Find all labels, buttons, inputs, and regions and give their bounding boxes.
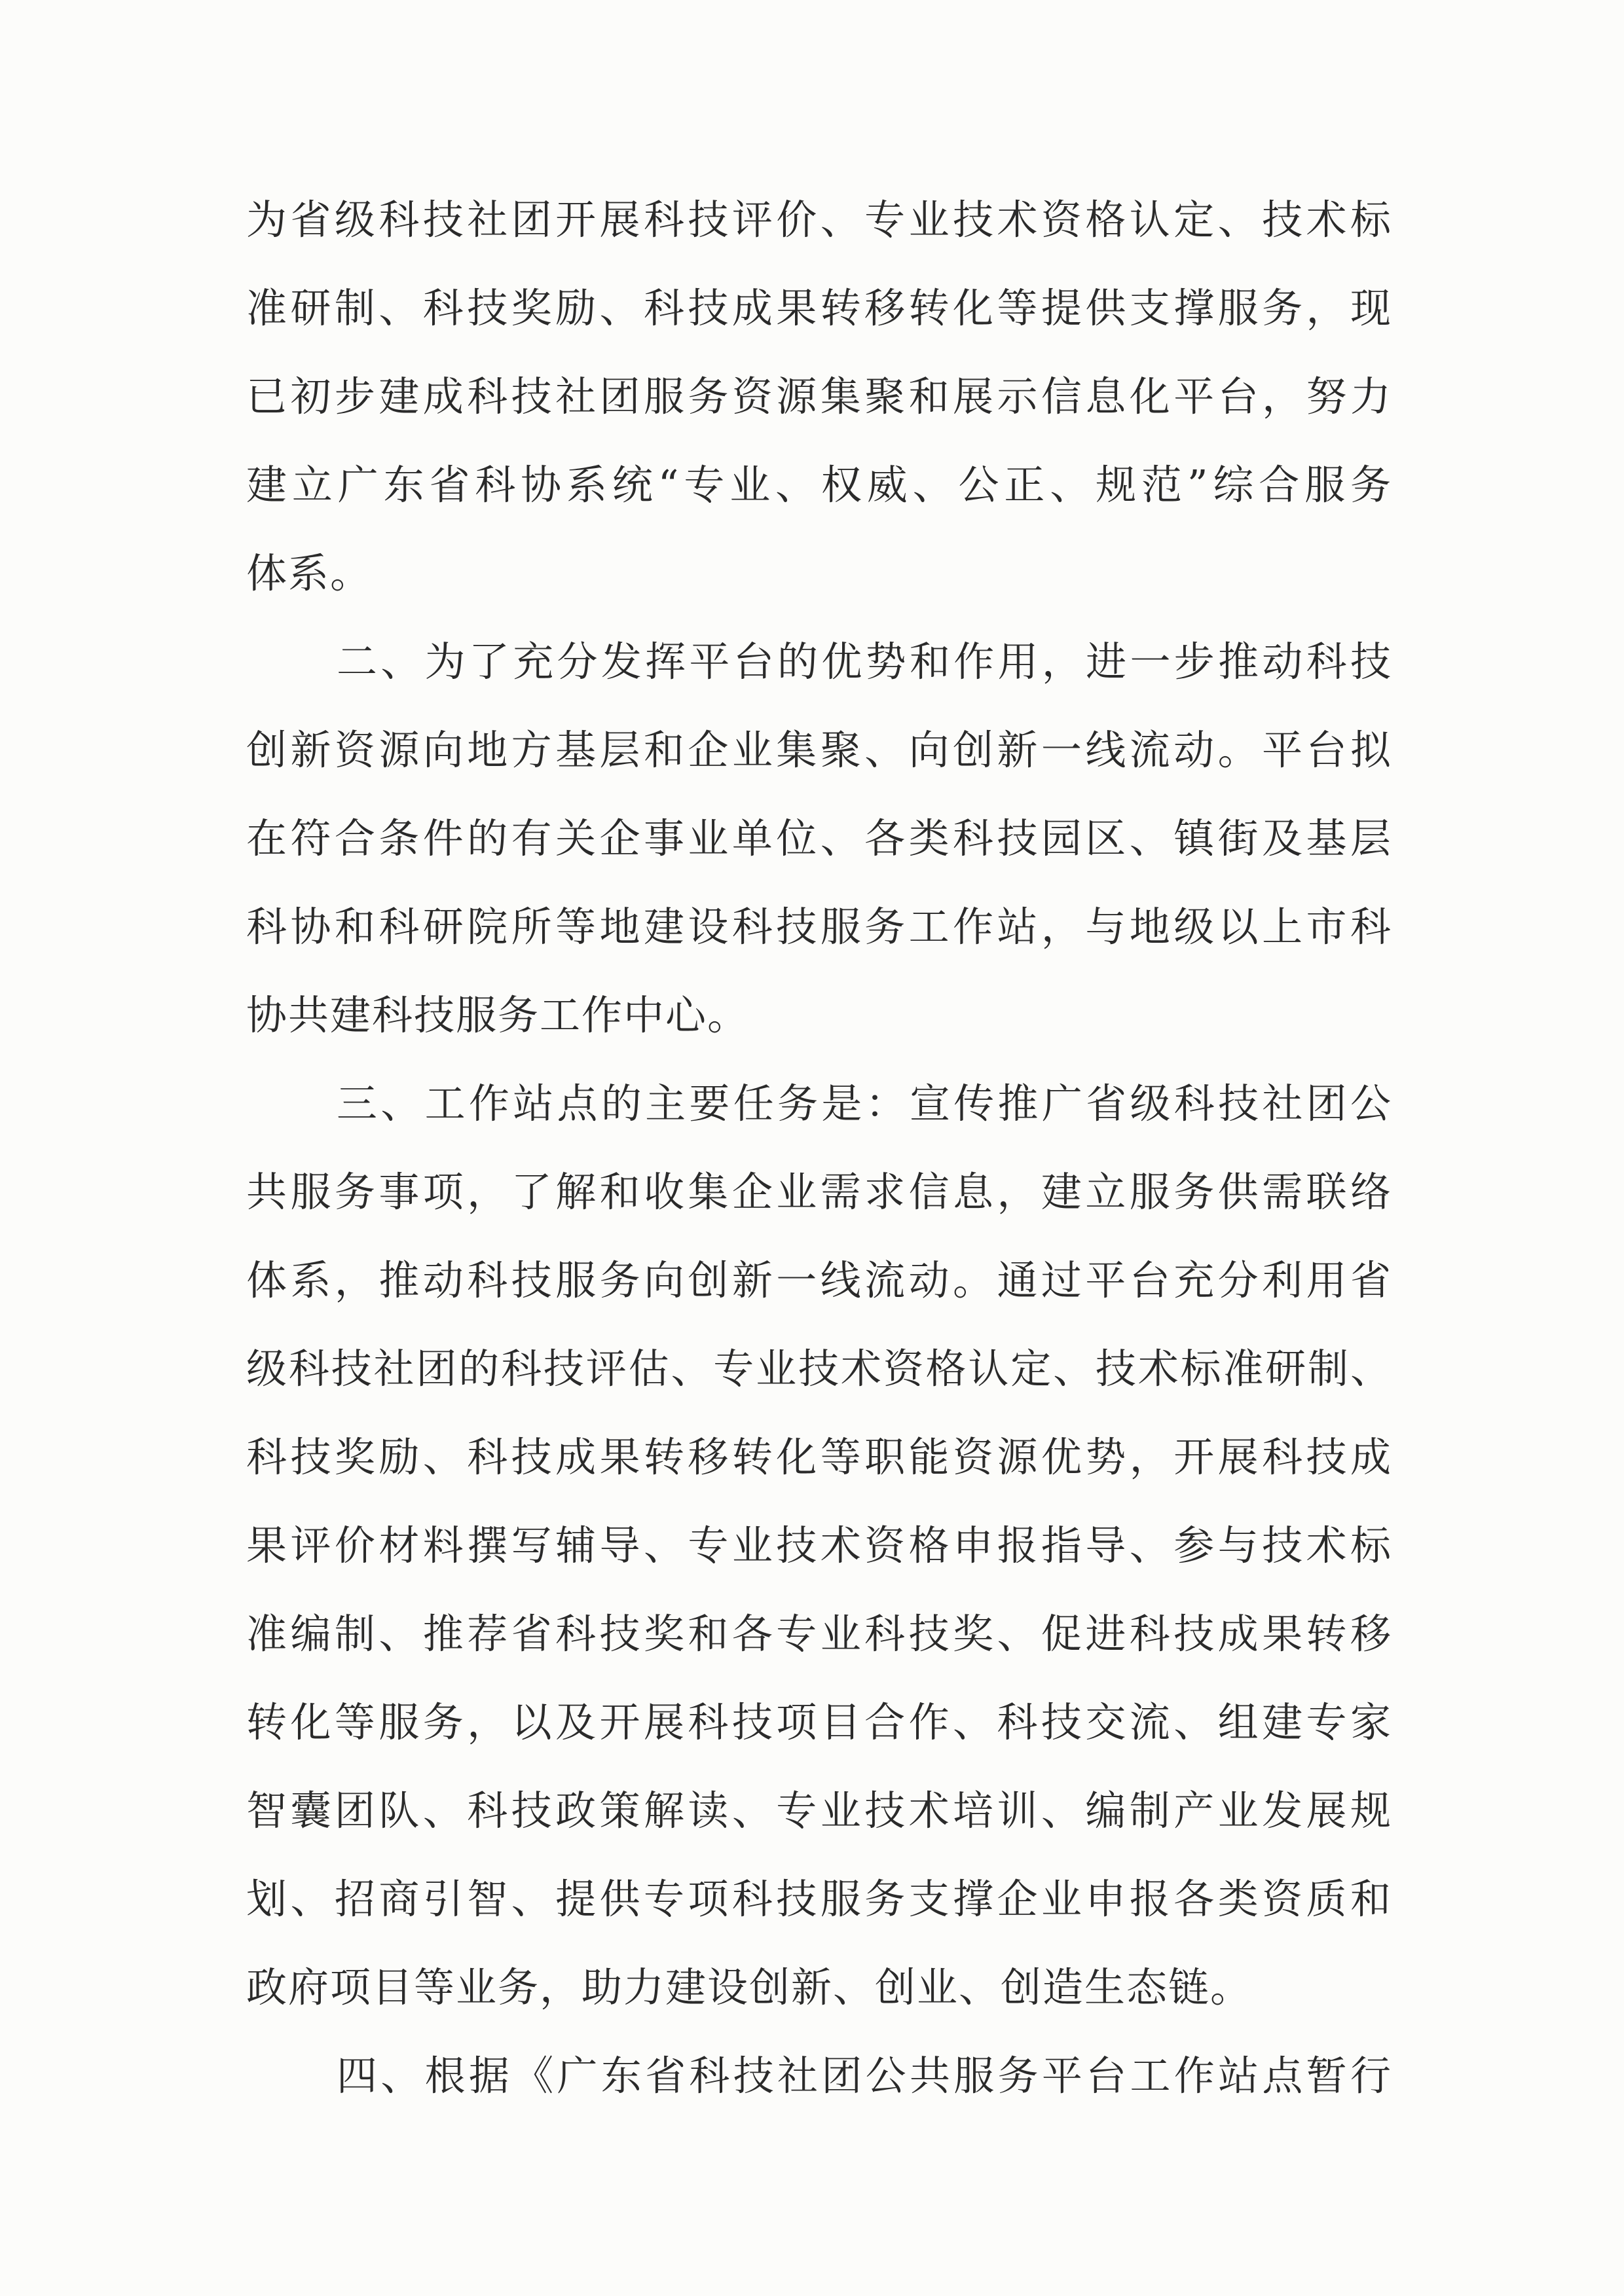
- text-line: 智囊团队、科技政策解读、专业技术培训、编制产业发展规: [246, 1787, 1392, 1834]
- text-line: 科协和科研院所等地建设科技服务工作站，与地级以上市科: [246, 903, 1392, 951]
- text-line: 政府项目等业务，助力建设创新、创业、创造生态链。: [246, 1963, 1253, 2011]
- document-body: [246, 175, 1392, 2120]
- text-line: 已初步建成科技社团服务资源集聚和展示信息化平台，努力: [246, 373, 1392, 420]
- text-line: 级科技社团的科技评估、专业技术资格认定、技术标准研制、: [246, 1345, 1392, 1393]
- text-line: 在符合条件的有关企事业单位、各类科技园区、镇街及基层: [246, 814, 1392, 862]
- text-line: 共服务事项，了解和收集企业需求信息，建立服务供需联络: [246, 1168, 1392, 1216]
- text-line: 科技奖励、科技成果转移转化等职能资源优势，开展科技成: [246, 1433, 1392, 1481]
- text-line: 建立广东省科协系统“专业、权威、公正、规范”综合服务: [246, 461, 1392, 509]
- text-line: 创新资源向地方基层和企业集聚、向创新一线流动。平台拟: [246, 726, 1392, 774]
- text-line: 划、招商引智、提供专项科技服务支撑企业申报各类资质和: [246, 1875, 1392, 1923]
- text-line: 体系。: [246, 549, 373, 597]
- paragraph-first-line: 二、为了充分发挥平台的优势和作用，进一步推动科技: [337, 638, 1392, 685]
- text-line: 准研制、科技奖励、科技成果转移转化等提供支撑服务，现: [246, 284, 1392, 332]
- text-line: 体系，推动科技服务向创新一线流动。通过平台充分利用省: [246, 1256, 1392, 1304]
- text-line: 准编制、推荐省科技奖和各专业科技奖、促进科技成果转移: [246, 1610, 1392, 1658]
- text-line: 果评价材料撰写辅导、专业技术资格申报指导、参与技术标: [246, 1522, 1392, 1569]
- paragraph-first-line: 四、根据《广东省科技社团公共服务平台工作站点暂行: [337, 2052, 1392, 2100]
- text-line: 为省级科技社团开展科技评价、专业技术资格认定、技术标: [246, 196, 1392, 244]
- text-line: 协共建科技服务工作中心。: [246, 991, 750, 1039]
- paragraph-first-line: 三、工作站点的主要任务是：宣传推广省级科技社团公: [337, 1080, 1392, 1127]
- text-line: 转化等服务，以及开展科技项目合作、科技交流、组建专家: [246, 1698, 1392, 1746]
